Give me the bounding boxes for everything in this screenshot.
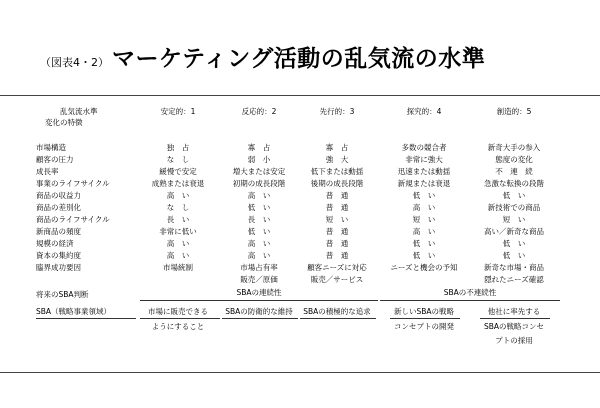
sba-judgment-label: 将来のSBA判断 [36,290,89,299]
table-cell: 低下または動揺 [310,167,364,176]
table-cell: 高 い [166,251,190,260]
sba-cell-2: SBAの防衛的な維持 [225,307,293,316]
table-cell: 低 い [412,251,436,260]
table-cell: 高 い [412,227,436,236]
header-level-5: 創造的：5 [496,107,532,116]
table-cell: 短 い [412,215,436,224]
table-cell: 高 い [247,251,271,260]
table-cell: 低 い [412,191,436,200]
table-cell: 低 い [247,227,271,236]
sba-cell-5-underline [480,318,550,319]
top-rule [0,95,600,96]
table-cell: 短 い [502,215,526,224]
row-label: 商品の収益力 [36,191,81,200]
table-cell: 普 通 [325,227,349,236]
table-cell: 寡 占 [325,143,349,152]
sba-cell-5-cont2: プトの採用 [495,336,533,345]
header-level-3: 先行的：3 [319,107,355,116]
row-label: 事業のライフサイクル [36,179,110,188]
table-cell: 普 通 [325,191,349,200]
bottom-rule [0,372,600,373]
table-cell: 独 占 [166,143,190,152]
table-cell: ニーズと機会の予知 [390,263,458,272]
sba-cell-4-underline [390,318,460,319]
table-cell: 非常に強大 [405,155,443,164]
sba-cell-2-underline [222,318,298,319]
row-label: 資本の集約度 [36,251,81,260]
sba-cell-4: 新しいSBAの戦略 [393,307,455,316]
table-cell: 低 い [412,239,436,248]
sba-cell-5-cont: SBAの戦略コンセ [483,322,545,331]
sba-continuity: SBAの連続性 [236,288,282,297]
table-cell: 低 い [502,239,526,248]
row-label: 商品の差別化 [36,203,81,212]
table-cell: 後期の成長段階 [310,179,364,188]
row-label: 臨界成功要因 [36,263,81,272]
table-cell: 高い／新奇な商品 [484,227,544,236]
row-label: 規模の経済 [36,239,74,248]
header-change-features: 変化の特徴 [45,118,83,127]
sba-cell-3: SBAの積極的な追求 [303,307,371,316]
figure-label: （図表4・2） [40,56,109,69]
table-cell: 寡 占 [247,143,271,152]
sba-cell-1: 市場に販売できる [148,307,208,316]
table-cell: 高 い [247,191,271,200]
sba-discontinuity: SBAの不連続性 [443,288,497,297]
table-cell: 普 通 [325,251,349,260]
table-cell: 態度の変化 [495,155,533,164]
table-cell: 弱 小 [247,155,271,164]
table-cell: 顧客ニーズに対応 [307,263,367,272]
table-cell: 普 通 [325,239,349,248]
table-cell-continued: 販売／原価 [240,275,278,284]
sba-label-underline [36,318,136,319]
row-label: 成長率 [36,167,59,176]
sba-discontinuity-rule [380,300,560,301]
table-cell: 新奇な市場・商品 [484,263,544,272]
table-cell: 増大または安定 [232,167,286,176]
table-cell: 市場占有率 [240,263,278,272]
row-label: 市場構造 [36,143,66,152]
table-cell-continued: 販売／サービス [310,275,364,284]
table-cell: 多数の競合者 [401,143,447,152]
table-cell: 長 い [166,215,190,224]
header-level-4: 探究的：4 [406,107,442,116]
table-cell: 強 大 [325,155,349,164]
table-cell: 長 い [247,215,271,224]
table-cell: な し [166,155,190,164]
header-turbulence-level: 乱気流水準 [60,107,98,116]
table-cell: 新規または衰退 [397,179,451,188]
table-cell: 成熟または衰退 [151,179,205,188]
sba-cell-5: 他社に率先する [487,307,541,316]
table-cell: 迅速または動揺 [397,167,451,176]
title-block [40,40,485,73]
sba-cell-1-underline [140,318,220,319]
row-label: 顧客の圧力 [36,155,74,164]
table-cell: 低 い [247,203,271,212]
table-cell: 急激な転換の段階 [484,179,544,188]
table-cell: 初期の成長段階 [232,179,286,188]
row-label: 新商品の頻度 [36,227,81,236]
header-level-2: 反応的：2 [241,107,277,116]
sba-label: SBA（戦略事業領域） [36,307,112,316]
table-cell: 不 連 続 [495,167,533,176]
page-title: マーケティング活動の乱気流の水準 [112,46,486,72]
table-cell: 普 通 [325,203,349,212]
table-cell: 高 い [412,203,436,212]
table-cell: な し [166,203,190,212]
table-cell: 短 い [325,215,349,224]
sba-continuity-rule [140,300,378,301]
table-cell: 非常に低い [159,227,197,236]
sba-cell-1-cont: ようにすること [151,322,205,331]
table-cell: 高 い [247,239,271,248]
table-cell: 新奇大手の参入 [487,143,541,152]
table-cell: 高 い [166,239,190,248]
sba-cell-3-underline [300,318,376,319]
table-cell: 高 い [166,191,190,200]
table-cell: 新技術での商品 [487,203,541,212]
sba-cell-4-cont: コンセプトの開発 [394,322,454,331]
header-level-1: 安定的：1 [160,107,196,116]
row-label: 商品のライフサイクル [36,215,110,224]
table-cell: 市場統制 [163,263,193,272]
table-cell: 低 い [502,251,526,260]
table-cell-continued: 隠れたニーズ確認 [484,275,544,284]
table-cell: 低 い [502,191,526,200]
table-cell: 緩慢で安定 [159,167,197,176]
